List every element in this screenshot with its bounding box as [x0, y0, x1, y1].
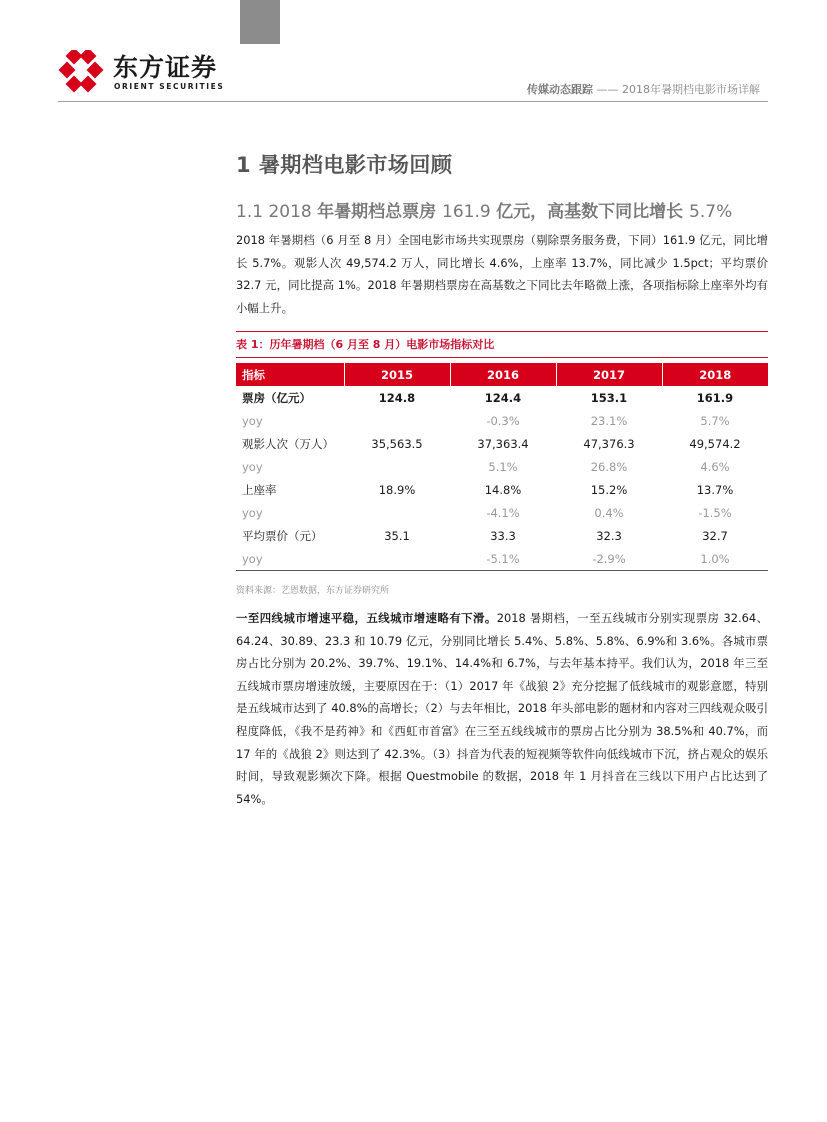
row-label-cell: yoy [242, 505, 263, 520]
table-cell [344, 455, 450, 478]
header-doc-title: 2018年暑期档电影市场详解 [622, 83, 760, 96]
table-cell: 0.4% [594, 505, 624, 520]
table-row [236, 547, 768, 571]
table-row [236, 524, 768, 547]
table-top-rule [236, 331, 768, 332]
table-cell: -2.9% [556, 547, 662, 571]
table-cell: 124.4 [484, 390, 522, 405]
table-cell: 4.6% [700, 459, 730, 474]
table-cell: 153.1 [590, 390, 628, 405]
header-category: 传媒动态跟踪 [527, 83, 593, 96]
logo-chinese-name: 东方证券 [113, 53, 218, 82]
paragraph-lead: 一至四线城市增速平稳，五线城市增速略有下滑。 [236, 611, 497, 625]
table-cell: 14.8% [484, 482, 522, 497]
table-cell: 47,376.3 [583, 436, 635, 451]
header-doc-info [527, 81, 760, 97]
row-label-cell: yoy [242, 459, 263, 474]
table-cell [344, 409, 450, 432]
table-row [236, 386, 768, 409]
table-header-cell: 2017 [556, 363, 662, 386]
table-row [236, 478, 768, 501]
table-cell: -5.1% [450, 547, 556, 571]
table-row [236, 432, 768, 455]
table-cell: 13.7% [696, 482, 734, 497]
table-cell: 49,574.2 [689, 436, 741, 451]
table-title-rule [236, 357, 768, 358]
table-cell: 23.1% [590, 413, 628, 428]
intro-paragraph: 2018 年暑期档（6 月至 8 月）全国电影市场共实现票房（剔除票务服务费，下同）161.9 亿元，同比增长 5.7%。观影人次 49,574.2 万人，同比增长 4.6%，上座率 13.7%，同比减少 1.5pct；平均票价 32.7 元，同比提高 1%。2018 年暑期档票房在高基数之下同比去年略微上涨，各项指标除上座率外均有小幅上升。 [236, 233, 768, 315]
table-cell: 35,563.5 [371, 436, 423, 451]
indicator-table [236, 363, 768, 571]
paragraph-body: 2018 暑期档，一至五线城市分别实现票房 32.64、64.24、30.89、23.3 和 10.79 亿元，分别同比增长 5.4%、5.8%、5.8%、6.9%和 3.6%。各城市票房占比分别为 20.2%、39.7%、19.1%、14.4%和 6.7%，与去年基本持平。我们认为，2018 年三至五线城市票房增速放缓，主要原因在于：（1）2017 年《战狼 2》充分挖掘了低线城市的观影意愿，特别是五线城市达到了 40.8%的高增长；（2）与去年相比，2018 年头部电影的题材和内容对三四线观众吸引程度降低，《我不是药神》和《西虹市首富》在三至五线线城市的票房占比分别为 38.5%和 40.7%，而 17 年的《战狼 2》则达到了 42.3%。（3）抖音为代表的短视频等软件向低线城市下沉，挤占观众的娱乐时间，导致观影频次下降。根据 Questmobile 的数据，2018 年 1 月抖音在三线以下用户占比达到了 54%。 [236, 611, 768, 806]
table-cell: 15.2% [590, 482, 628, 497]
subtitle-part: 亿元，高基数下同比增长 [496, 202, 690, 222]
section-subtitle [236, 197, 732, 222]
table-cell: -0.3% [486, 413, 520, 428]
table-header-cell: 2015 [344, 363, 450, 386]
row-label-cell: 观影人次（万人） [242, 436, 334, 451]
table-header-cell: 2018 [662, 363, 768, 386]
table-cell: 18.9% [378, 482, 416, 497]
row-label-cell: yoy [236, 547, 344, 571]
row-label-cell: 平均票价（元） [242, 528, 323, 543]
table-cell: -4.1% [486, 505, 520, 520]
table-cell: 32.3 [596, 528, 622, 543]
table-cell: 37,363.4 [477, 436, 529, 451]
row-label-cell: 票房（亿元） [242, 390, 311, 405]
table-cell: -1.5% [698, 505, 732, 520]
table-cell: 33.3 [490, 528, 516, 543]
subtitle-part: 年暑期档总票房 [317, 202, 443, 222]
company-logo [58, 46, 238, 96]
table-cell: 5.1% [488, 459, 518, 474]
subtitle-part: 161.9 [442, 202, 497, 222]
header-separator: —— [596, 83, 619, 96]
table-cell: 124.8 [378, 390, 416, 405]
subtitle-part: 5.7% [689, 202, 733, 222]
table-cell: 5.7% [700, 413, 730, 428]
table-cell: 161.9 [696, 390, 734, 405]
table-header-cell: 2016 [450, 363, 556, 386]
section-title: 1 暑期档电影市场回顾 [236, 153, 453, 177]
row-label-cell: yoy [242, 413, 263, 428]
table-source: 资料来源：艺恩数据，东方证券研究所 [236, 586, 390, 596]
table-row [236, 409, 768, 432]
table-cell [344, 547, 450, 571]
header-decor-tab [240, 0, 280, 44]
table-cell: 32.7 [702, 528, 728, 543]
subtitle-part: 1.1 2018 [236, 202, 318, 222]
table-cell: 26.8% [590, 459, 628, 474]
city-tier-paragraph [236, 607, 768, 810]
logo-mark-icon [58, 50, 104, 94]
table-row [236, 501, 768, 524]
table-title: 表 1：历年暑期档（6 月至 8 月）电影市场指标对比 [236, 338, 495, 351]
table-header-cell: 指标 [236, 363, 344, 386]
header-divider [58, 101, 768, 102]
table-cell [344, 501, 450, 524]
table-row [236, 455, 768, 478]
logo-english-name: ORIENT SECURITIES [114, 82, 225, 91]
row-label-cell: 上座率 [242, 482, 277, 497]
table-cell: 35.1 [384, 528, 410, 543]
table-header-row [236, 363, 768, 386]
table-cell: 1.0% [662, 547, 768, 571]
